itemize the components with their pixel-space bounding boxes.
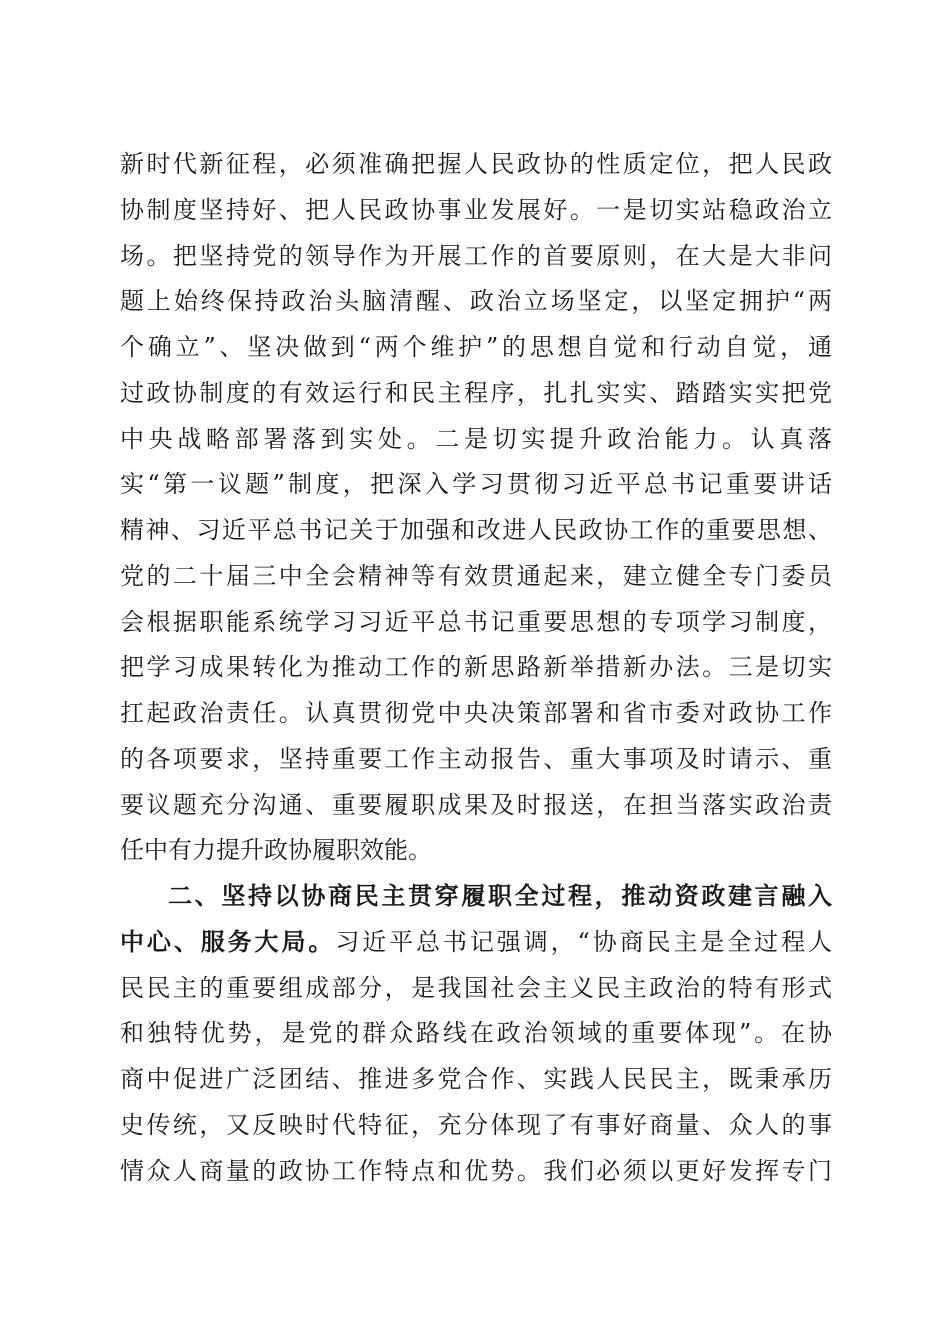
text-line: 情众人商量的政协工作特点和优势。我们必须以更好发挥专门 <box>120 1156 832 1185</box>
text-line: 精神、习近平总书记关于加强和改进人民政协工作的重要思想、 <box>120 516 832 544</box>
paragraph-1 <box>120 142 832 874</box>
text-line <box>120 920 832 966</box>
text-line: 把学习成果转化为推动工作的新思路新举措新办法。三是切实 <box>120 653 832 682</box>
text-line: 扛起政治责任。认真贯彻党中央决策部署和省市委对政协工作 <box>120 699 832 727</box>
text-line: 要议题充分沟通、重要履职成果及时报送，在担当落实政治责 <box>120 790 832 819</box>
section-heading-continued: 中心、服务大局。 <box>120 927 336 956</box>
text-line: 个确立”、坚决做到“两个维护”的思想自觉和行动自觉，通 <box>120 333 832 361</box>
text-line: 新时代新征程，必须准确把握人民政协的性质定位，把人民政 <box>120 150 832 178</box>
text-line: 和独特优势，是党的群众路线在政治领域的重要体现”。在协 <box>120 1019 832 1048</box>
text-line: 党的二十届三中全会精神等有效贯通起来，建立健全专门委员 <box>120 561 832 590</box>
text-line: 的各项要求，坚持重要工作主动报告、重大事项及时请示、重 <box>120 744 832 773</box>
text-line: 实“第一议题”制度，把深入学习贯彻习近平总书记重要讲话 <box>120 470 832 499</box>
text-line: 场。把坚持党的领导作为开展工作的首要原则，在大是大非问 <box>120 241 832 270</box>
text-line: 题上始终保持政治头脑清醒、政治立场坚定，以坚定拥护“两 <box>120 287 832 316</box>
paragraph-2 <box>120 874 832 1194</box>
text-line: 协制度坚持好、把人民政协事业发展好。一是切实站稳政治立 <box>120 195 832 224</box>
text-line: 中央战略部署落到实处。二是切实提升政治能力。认真落 <box>120 424 832 453</box>
text-span: 习近平总书记强调，“协商民主是全过程人 <box>335 927 833 956</box>
section-heading: 二、坚持以协商民主贯穿履职全过程，推动资政建言融入 <box>168 882 832 910</box>
text-line: 任中有力提升政协履职效能。 <box>120 836 432 865</box>
document-body <box>120 142 832 1194</box>
text-line: 民民主的重要组成部分，是我国社会主义民主政治的特有形式 <box>120 973 832 1002</box>
section-heading-line <box>120 874 832 920</box>
text-line: 会根据职能系统学习习近平总书记重要思想的专项学习制度， <box>120 607 832 636</box>
text-line: 史传统，又反映时代特征，充分体现了有事好商量、众人的事 <box>120 1110 832 1139</box>
text-line: 商中促进广泛团结、推进多党合作、实践人民民主，既秉承历 <box>120 1065 832 1093</box>
text-line: 过政协制度的有效运行和民主程序，扎扎实实、踏踏实实把党 <box>120 378 832 407</box>
